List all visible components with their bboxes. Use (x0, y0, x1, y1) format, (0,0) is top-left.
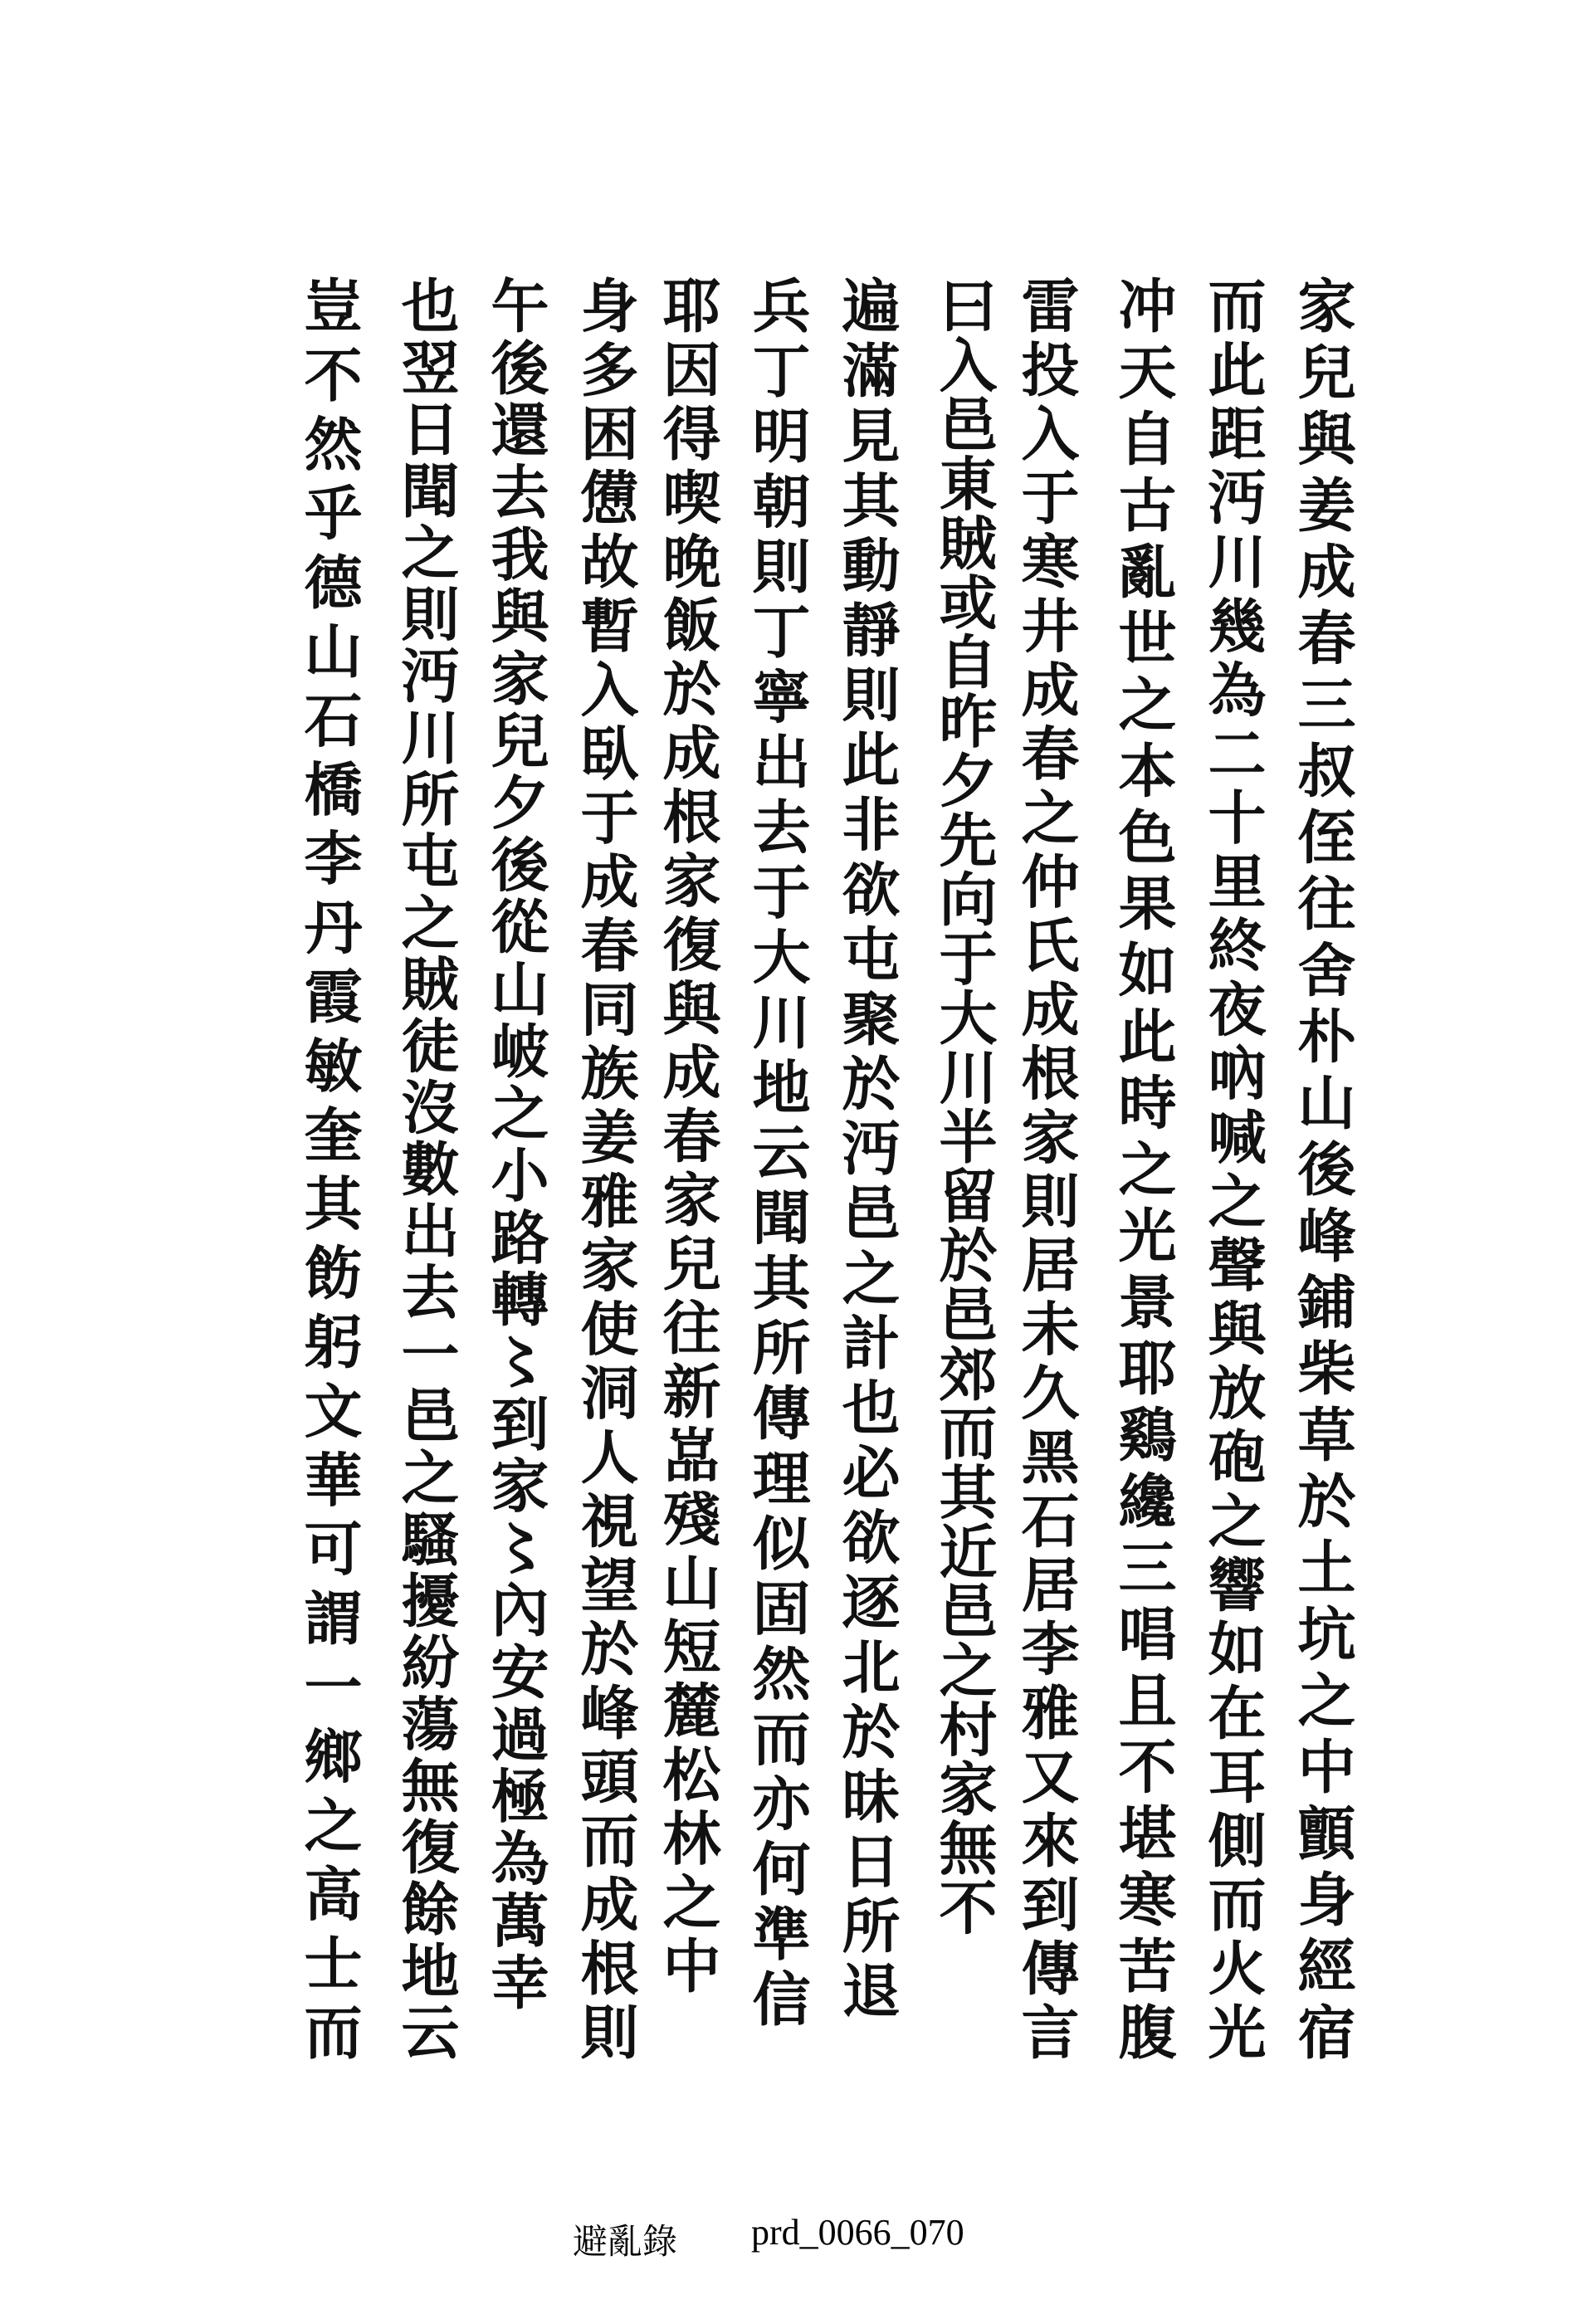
text-column: 遍滿見其動靜則此非欲屯聚於沔邑之計也必欲逐北於昧日所退 (832, 276, 901, 2019)
text-column: 兵丁明朝則丁寧出去于大川地云聞其所傳理似固然而亦何準信 (743, 276, 812, 2027)
text-column: 而此距沔川幾為二十里終夜吶喊之聲與放砲之響如在耳側而火光 (1199, 276, 1267, 2060)
footer-book-title: 避亂錄 (573, 2224, 678, 2262)
text-column: 午後還去我與家兒夕後從山岥之小路轉〻到家〻內安過極為萬幸 (481, 276, 550, 2010)
text-column: 冲天自古亂世之本色果如此時之光景耶鷄纔三唱且不堪寒苦腹 (1109, 276, 1178, 2060)
text-column: 也翌日聞之則沔川所屯之賊徒沒數出去一邑之騷擾紛蕩無復餘地云 (392, 276, 461, 2060)
text-column: 身多困憊故暫入臥于成春同族姜雅家使洞人視望於峰頭而成根則 (571, 276, 640, 2060)
text-column: 曰入邑東賊或自昨夕先向于大川半留於邑郊而其近邑之村家無不 (930, 276, 998, 1936)
text-column: 豈不然乎德山石橋李丹霞敏奎其飭躬文華可謂一鄉之高士而 (295, 276, 364, 2060)
text-column: 雷投入于寒井成春之仲氏成根家則居未久黑石居李雅又來到傳言 (1012, 276, 1081, 2060)
text-column: 耶因得喫晚飯於成根家復與成春家兒往新嵓殘山短麓松林之中 (653, 276, 722, 1994)
text-column: 家兒與姜成春三叔侄往舍朴山後峰鋪柴草於土坑之中顫身經宿 (1288, 276, 1357, 2060)
footer-page-id: prd_0066_070 (751, 2212, 964, 2253)
